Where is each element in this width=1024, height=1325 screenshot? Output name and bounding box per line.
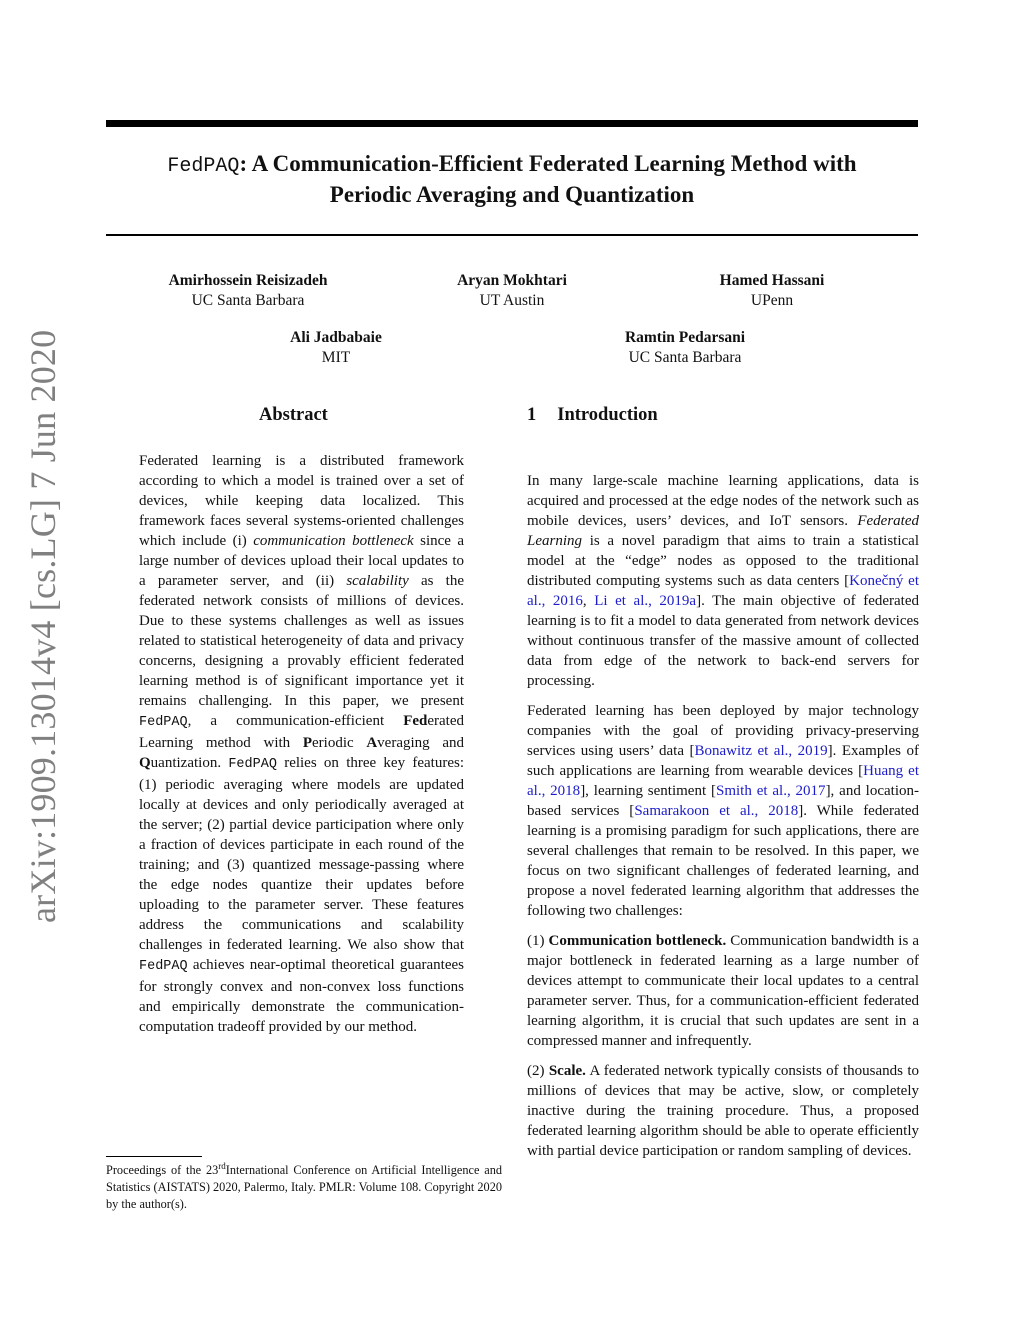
footnote-rule bbox=[106, 1156, 202, 1157]
footnote-text: Proceedings of the 23 bbox=[106, 1163, 219, 1177]
abstract-text: veraging and bbox=[377, 735, 464, 751]
intro-paragraph-2 bbox=[527, 701, 919, 921]
citation-link[interactable]: Bonawitz et al., 2019 bbox=[694, 743, 828, 759]
citation-link[interactable]: Huang et al., 2018 bbox=[527, 763, 919, 799]
abstract-code-name: FedPAQ bbox=[139, 715, 188, 730]
abstract-text: , a communication-efficient bbox=[187, 713, 404, 729]
abstract-text: uantization. bbox=[150, 755, 229, 771]
intro-paragraph-4 bbox=[527, 1061, 919, 1161]
proceedings-footnote bbox=[106, 1162, 502, 1213]
title-line2: Periodic Averaging and Quantization bbox=[329, 182, 695, 207]
abstract-acronym-letter: Fed bbox=[403, 713, 428, 729]
intro-paragraph-3 bbox=[527, 931, 919, 1051]
introduction-body bbox=[527, 471, 919, 1171]
author-2 bbox=[402, 271, 622, 311]
abstract-text: relies on three key features: (1) periodic averaging where models are updated locally at devices and only periodically averaged at the server; (2) partial device participation where only a fraction of devices participate in each round of the training; and (3) quantized message-passing where the edge nodes quantize their updates before uploading to the parameter server. These features address the communications and scalability challenges in federated learning. We also show that bbox=[139, 755, 464, 953]
author-4 bbox=[236, 328, 436, 368]
intro-emphasis: Federated Learning bbox=[527, 513, 919, 549]
challenge-number: (1) bbox=[527, 933, 549, 949]
title-top-rule bbox=[106, 120, 918, 127]
title-code-name: FedPAQ bbox=[167, 155, 240, 178]
intro-text: ], learning sentiment [ bbox=[580, 783, 716, 799]
abstract-acronym-letter: A bbox=[366, 735, 378, 751]
intro-text: A federated network typically consists of thousands to millions of devices that may be active, slow, or completely inactive during the training procedure. Thus, a proposed federated learning algorithm should be able to operate efficiently with partial device participation or random sampling of devices. bbox=[527, 1063, 919, 1159]
abstract-code-name: FedPAQ bbox=[228, 757, 277, 772]
introduction-heading bbox=[527, 405, 658, 426]
abstract-text: Federated learning is a distributed framework according to which a model is trained over a set of devices, while keeping data localized. This framework faces several systems-oriented challenges which include (i) bbox=[139, 453, 464, 549]
author-affiliation: UC Santa Barbara bbox=[628, 349, 742, 366]
abstract-heading: Abstract bbox=[259, 405, 328, 425]
author-name: Aryan Mokhtari bbox=[457, 272, 567, 289]
author-5 bbox=[585, 328, 785, 368]
abstract-emphasis: communication bottleneck bbox=[253, 533, 414, 549]
abstract-text: achieves near-optimal theoretical guarantees for strongly convex and non-convex loss functions and empirically demonstrate the communication-computation tradeoff provided by our method. bbox=[139, 957, 464, 1035]
author-affiliation: MIT bbox=[321, 349, 351, 366]
intro-text: , bbox=[582, 593, 595, 609]
challenge-title: Communication bottleneck. bbox=[548, 933, 727, 949]
intro-text: Communication bandwidth is a major bottleneck in federated learning as a large number of devices attempt to communicate their local updates to a central parameter server. Thus, for a communication-efficient federated learning algorithm, it is crucial that such updates are sent in a compressed manner and infrequently. bbox=[527, 933, 919, 1049]
author-name: Hamed Hassani bbox=[719, 272, 825, 289]
author-affiliation: UPenn bbox=[750, 292, 794, 309]
intro-paragraph-1 bbox=[527, 471, 919, 691]
abstract-text: since a large number of devices upload their local updates to a parameter server, and (ii) bbox=[139, 533, 465, 589]
author-3 bbox=[672, 271, 872, 311]
abstract-acronym-letter: Q bbox=[139, 755, 151, 771]
citation-link[interactable]: Li et al., 2019a bbox=[594, 593, 697, 609]
challenge-number: (2) bbox=[527, 1063, 549, 1079]
intro-text: is a novel paradigm that aims to train a statistical model at the “edge” nodes as opposed to the traditional distributed computing systems such as data centers [ bbox=[527, 533, 919, 589]
abstract-paragraph bbox=[139, 451, 464, 1037]
abstract-text: eriodic bbox=[312, 735, 367, 751]
section-number: 1 bbox=[527, 405, 537, 425]
abstract-text: erated Learning method with bbox=[139, 713, 464, 751]
abstract-code-name: FedPAQ bbox=[139, 959, 188, 974]
author-name: Ali Jadbabaie bbox=[290, 329, 382, 346]
footnote-superscript: rd bbox=[218, 1160, 226, 1171]
abstract-emphasis: scalability bbox=[346, 573, 409, 589]
arxiv-identifier-stamp: arXiv:1909.13014v4 [cs.LG] 7 Jun 2020 bbox=[23, 329, 63, 923]
author-1 bbox=[130, 271, 366, 311]
intro-text: ], and location-based services [ bbox=[527, 783, 919, 819]
challenge-title: Scale. bbox=[548, 1063, 586, 1079]
author-name: Ramtin Pedarsani bbox=[624, 329, 746, 346]
citation-link[interactable]: Smith et al., 2017 bbox=[715, 783, 826, 799]
section-title: Introduction bbox=[557, 405, 658, 425]
intro-text: In many large-scale machine learning applications, data is acquired and processed at the edge nodes of the network such as mobile devices, users’ devices, and IoT sensors. bbox=[527, 473, 919, 529]
abstract-body bbox=[139, 451, 464, 1047]
intro-text: ]. While federated learning is a promising paradigm for such applications, there are several challenges that remain to be resolved. In this paper, we focus on two significant challenges of federated learning, and propose a novel federated learning algorithm that addresses the following two challenges: bbox=[527, 803, 919, 919]
intro-text: ]. Examples of such applications are learning from wearable devices [ bbox=[527, 743, 919, 779]
abstract-acronym-letter: P bbox=[302, 735, 312, 751]
footnote-text: International Conference on Artificial Intelligence and Statistics (AISTATS) 2020, Palermo, Italy. PMLR: Volume 108. Copyright 2020 by the author(s). bbox=[106, 1163, 503, 1211]
author-name: Amirhossein Reisizadeh bbox=[168, 272, 328, 289]
citation-link[interactable]: Samarakoon et al., 2018 bbox=[634, 803, 799, 819]
paper-title bbox=[106, 150, 918, 209]
author-affiliation: UC Santa Barbara bbox=[191, 292, 305, 309]
intro-text: ]. The main objective of federated learning is to fit a model to data generated from network devices without continuous transfer of the massive amount of collected data from edge of the network to back-end servers for processing. bbox=[527, 593, 920, 689]
author-affiliation: UT Austin bbox=[479, 292, 545, 309]
citation-link[interactable]: Konečný et al., 2016 bbox=[527, 573, 919, 609]
title-bottom-rule bbox=[106, 234, 918, 236]
intro-text: Federated learning has been deployed by major technology companies with the goal of providing privacy-preserving services using users’ data [ bbox=[527, 703, 919, 759]
title-line1: : A Communication-Efficient Federated Learning Method with bbox=[239, 151, 857, 176]
abstract-text: as the federated network consists of millions of devices. Due to these systems challenges as well as issues related to statistical heterogeneity of data and privacy concerns, designing a provably efficient federated learning method is of significant importance yet it remains challenging. In this paper, we present bbox=[139, 573, 464, 709]
